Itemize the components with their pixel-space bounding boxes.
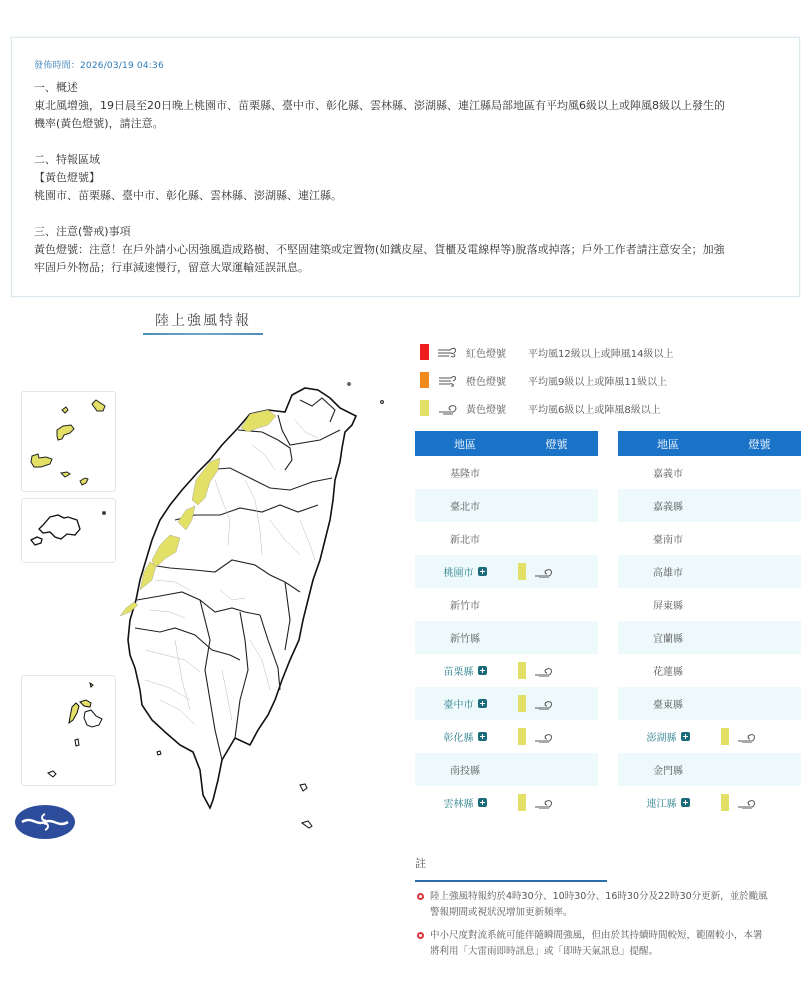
region-name: 臺北市 — [450, 502, 480, 513]
map-title: 陸上強風特報 — [155, 313, 251, 329]
expand-icon[interactable] — [681, 798, 690, 807]
legend-name-red: 紅色燈號 — [466, 348, 506, 360]
wind-light-icon — [534, 665, 554, 677]
header-region: 地區 — [454, 437, 476, 451]
region-name: 基隆市 — [450, 469, 480, 480]
note-text: 陸上強風特報約於4時30分、10時30分、16時30分及22時30分更新，並於颱風 — [430, 891, 768, 902]
bullet-icon — [417, 932, 424, 939]
table-row — [415, 621, 598, 654]
table-row — [618, 555, 801, 588]
yellow-signal — [721, 794, 729, 811]
wind-light-icon — [534, 698, 554, 710]
note-text: 將利用「大雷雨即時訊息」或「即時天氣訊息」提醒。 — [430, 946, 659, 957]
expand-icon[interactable] — [478, 666, 487, 675]
region-name: 南投縣 — [450, 766, 480, 777]
region-link-taoyuan[interactable]: 桃園市 — [415, 564, 515, 579]
bullet-icon — [417, 893, 424, 900]
region-name: 嘉義市 — [653, 469, 683, 480]
table-row — [415, 555, 598, 588]
table-row — [415, 687, 598, 720]
table-row — [618, 753, 801, 786]
region-link-penghu[interactable]: 澎湖縣 — [618, 729, 718, 744]
expand-icon[interactable] — [478, 567, 487, 576]
header-signal: 燈號 — [748, 437, 771, 451]
legend-row-orange — [420, 366, 673, 394]
red-swatch — [420, 344, 429, 360]
legend-name-yellow: 黃色燈號 — [466, 404, 506, 416]
region-link-changhua[interactable]: 彰化縣 — [415, 729, 515, 744]
expand-icon[interactable] — [478, 699, 487, 708]
issue-time: 發佈時間：2026/03/19 04:36 — [34, 61, 164, 71]
table-row — [618, 786, 801, 819]
legend-desc-yellow: 平均風6級以上或陣風8級以上 — [528, 404, 661, 416]
section-title-areas: 二、特報區域 — [34, 153, 100, 166]
section-body-precautions-line2: 牢固戶外物品；行車減速慢行，留意大眾運輸延誤訊息。 — [34, 261, 309, 274]
section-body-overview-line1: 東北風增強，19日晨至20日晚上桃園市、苗栗縣、臺中市、彰化縣、雲林縣、澎湖縣、連江縣局部地區有平均風6級以上或陣風8級以上發生的 — [34, 99, 725, 112]
region-name: 臺東縣 — [653, 700, 683, 711]
legend-desc-orange: 平均風9級以上或陣風11級以上 — [528, 376, 668, 388]
table-row — [415, 522, 598, 555]
expand-icon[interactable] — [681, 732, 690, 741]
region-name: 屏東縣 — [653, 601, 683, 612]
legend-desc-red: 平均風12級以上或陣風14級以上 — [528, 348, 674, 360]
legend-row-yellow — [420, 394, 673, 422]
section-body-areas-line1: 【黃色燈號】 — [34, 171, 100, 184]
wind-light-icon — [534, 566, 554, 578]
orange-swatch — [420, 372, 429, 388]
region-name: 花蓮縣 — [653, 667, 683, 678]
yellow-signal — [721, 728, 729, 745]
wind-light-icon — [737, 731, 757, 743]
wind-light-icon — [737, 797, 757, 809]
region-link-lienchiang[interactable]: 連江縣 — [618, 795, 718, 810]
wind-light-icon — [534, 797, 554, 809]
note-text: 警報期間或視狀況增加更新頻率。 — [430, 907, 573, 918]
region-link-taichung[interactable]: 臺中市 — [415, 696, 515, 711]
legend-row-red — [420, 338, 673, 366]
yellow-signal — [518, 728, 526, 745]
yellow-swatch — [420, 400, 429, 416]
section-body-areas-line2: 桃園市、苗栗縣、臺中市、彰化縣、雲林縣、澎湖縣、連江縣。 — [34, 189, 342, 202]
region-name: 嘉義縣 — [653, 502, 683, 513]
table-row — [415, 588, 598, 621]
table-row — [618, 588, 801, 621]
region-name: 新竹縣 — [450, 634, 480, 645]
region-name: 高雄市 — [653, 568, 683, 579]
wind-light-icon — [437, 401, 459, 415]
section-title-overview: 一、概述 — [34, 81, 78, 94]
note-text: 中小尺度對流系統可能伴隨瞬間強風，但由於其持續時間較短，範圍較小，本署 — [430, 930, 763, 941]
yellow-signal — [518, 794, 526, 811]
yellow-signal — [518, 563, 526, 580]
table-row — [415, 720, 598, 753]
region-table-left — [415, 431, 598, 819]
notes-title: 註 — [415, 855, 607, 882]
note-item — [415, 928, 795, 960]
region-name: 臺南市 — [653, 535, 683, 546]
header-signal: 燈號 — [545, 437, 568, 451]
table-row — [618, 621, 801, 654]
region-name: 新竹市 — [450, 601, 480, 612]
region-name: 新北市 — [450, 535, 480, 546]
expand-icon[interactable] — [478, 798, 487, 807]
legend-name-orange: 橙色燈號 — [466, 376, 506, 388]
table-row — [618, 654, 801, 687]
expand-icon[interactable] — [478, 732, 487, 741]
table-header — [415, 431, 598, 456]
note-item — [415, 889, 795, 921]
cwa-logo — [14, 804, 76, 840]
table-row — [415, 654, 598, 687]
table-row — [415, 786, 598, 819]
section-title-precautions: 三、注意(警戒)事項 — [34, 225, 131, 238]
notes-section — [415, 855, 795, 960]
table-row — [415, 753, 598, 786]
table-row — [618, 456, 801, 489]
signal-legend — [420, 338, 673, 422]
yellow-signal — [518, 695, 526, 712]
region-table-right — [618, 431, 801, 819]
region-name: 宜蘭縣 — [653, 634, 683, 645]
table-row — [415, 456, 598, 489]
wind-light-icon — [534, 731, 554, 743]
section-body-precautions-line1: 黃色燈號：注意！在戶外請小心因強風造成路樹、不堅固建築或定置物(如鐵皮屋、貨櫃及電線桿等)脫落或掉落；戶外工作者請注意安全；加強 — [34, 243, 725, 256]
table-row — [618, 489, 801, 522]
table-row — [618, 720, 801, 753]
yellow-signal — [518, 662, 526, 679]
table-header — [618, 431, 801, 456]
table-row — [618, 687, 801, 720]
wind-medium-icon — [437, 373, 459, 387]
wind-strong-icon — [437, 345, 459, 359]
header-region: 地區 — [657, 437, 679, 451]
region-link-yunlin[interactable]: 雲林縣 — [415, 795, 515, 810]
region-name: 金門縣 — [653, 766, 683, 777]
table-row — [415, 489, 598, 522]
table-row — [618, 522, 801, 555]
section-body-overview-line2: 機率(黃色燈號)，請注意。 — [34, 117, 164, 130]
region-link-miaoli[interactable]: 苗栗縣 — [415, 663, 515, 678]
